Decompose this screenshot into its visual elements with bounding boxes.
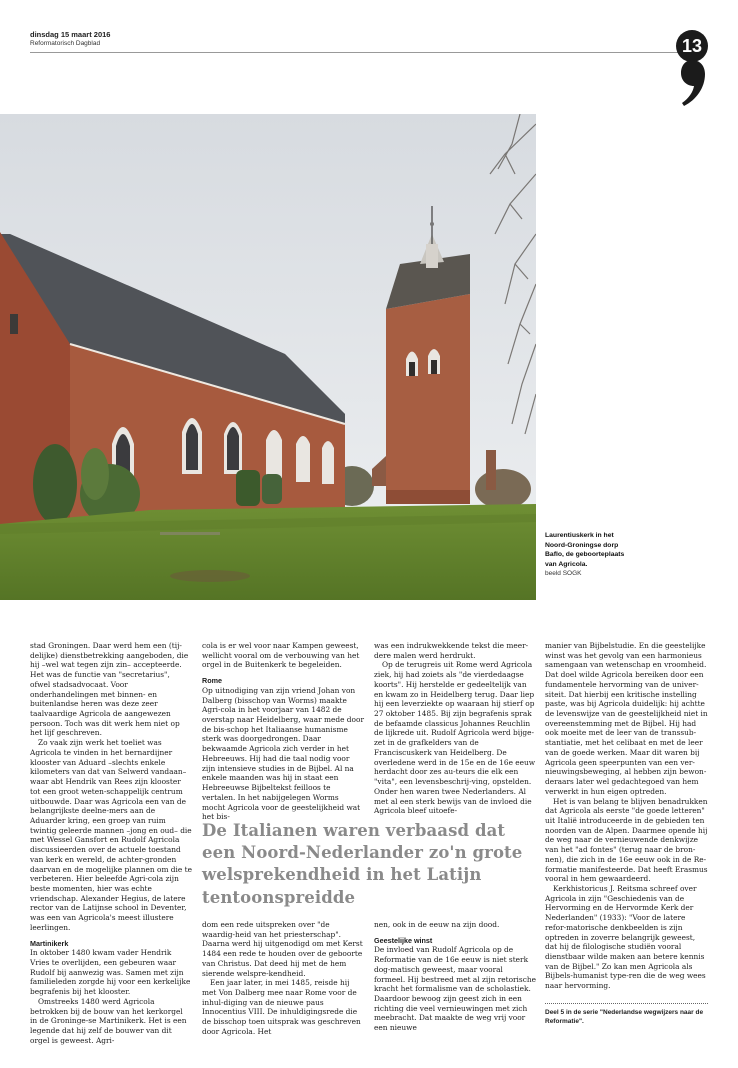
church-photo [0, 114, 536, 600]
pull-quote: De Italianen waren verbaasd dat een Noord-Nederlander zo'n grote welsprekendheid in het Latijn tentoonspreidde [202, 821, 523, 907]
article-column-3-continued [374, 920, 536, 1033]
paragraph: dom een rede uitspreken over "de waardig-heid van het priesterschap". Daarna werd hij uitgenodigd om met Kerst 1484 een rede te houden over de geboorte van Christus. Dat deed hij met de hem sierende welspre-kendheid. [202, 920, 363, 978]
subheading-martinikerk: Martinikerk [30, 938, 69, 948]
article-column-3 [374, 641, 536, 816]
article-column-4 [545, 641, 708, 991]
article-column-2 [202, 641, 364, 822]
paragraph: Het is van belang te blijven benadrukken dat Agricola als eerste "de goede letteren" uit Italië introduceerde in de gebieden ten noorden van de Alpen. Daarmee opende hij de weg naar de vernieuwende denkwijze van het "ad fontes" (terug naar de bron-nen), die zich in de 16e eeuw ook in de Re-formatie manifesteerde. Dat heeft Erasmus vooral in hem gewaardeerd. [545, 796, 708, 884]
subheading-geestelijke-winst: Geestelijke winst [374, 935, 433, 945]
page-number: 13 [676, 30, 708, 62]
article-column-2-continued [202, 920, 364, 1037]
paragraph: cola is er wel voor naar Kampen geweest, wellicht vooral om de verbouwing van het orgel in de Buitenkerk te begeleiden. [202, 641, 360, 670]
newspaper-name: Reformatorisch Dagblad [30, 40, 101, 47]
paragraph: nen, ook in de eeuw na zijn dood. [374, 920, 500, 929]
subheading-rome: Rome [202, 676, 222, 686]
series-note: Deel 5 in de serie "Nederlandse wegwijzers naar de Reformatie". [545, 1009, 704, 1025]
photo-caption [545, 531, 625, 579]
series-divider [545, 1003, 708, 1004]
paragraph: was een indrukwekkende tekst die meer-dere malen werd herdrukt. [374, 641, 529, 660]
paragraph: Op de terugreis uit Rome werd Agricola ziek, hij had zoiets als "de vierdedaagse koorts". Hij herstelde er gedeeltelijk van en kwam zo in Heidelberg terug. Daar liep hij een leverziekte op waaraan hij stierf op 27 oktober 1485. Bij zijn begrafenis sprak de befaamde classicus Johannes Reuchlin de lijkrede uit. Rudolf Agricola werd bijge-zet in de grafkelders van de Franciscuskerk van Heidelberg. De overledene werd in de 15e en de 16e eeuw herdacht door zes au-teurs die elk een "vita", een levensbeschrij-ving, opstelden. Onder hen waren twee Nederlanders. Al met al een sterk bewijs van de invloed die Agricola bleef uitoefe- [374, 660, 536, 816]
article-column-1 [30, 641, 192, 1045]
paragraph: In oktober 1480 kwam vader Hendrik Vries te overlijden, een gebeuren waar Rudolf bij aanwezig was. Samen met zijn familieleden zorgde hij voor een kerkelijke begrafenis bij het klooster. [30, 948, 191, 997]
paragraph: Kerkhistoricus J. Reitsma schreef over Agricola in zijn "Geschiedenis van de Hervorming en de Hervormde Kerk der Nederlanden" (1933): "Voor de latere refor-matorische denkbeelden is zijn optreden in zoverre belangrijk geweest, dat hij de filologische studiën vooral dienstbaar wilde maken aan betere kennis van de Bijbel." Zo kan men Agricola als Bijbels-humanist type-ren die de weg wees naar hervorming. [545, 883, 706, 991]
paragraph: Zo vaak zijn werk het toeliet was Agricola te vinden in het bernardijner klooster van Aduard –slechts enkele kilometers van dat van Selwerd vandaan– waar abt Hendrik van Rees zijn klooster tot een groot weten-schappelijk centrum uitbouwde. Daar was Agricola een van de belangrijkste deelne-mers aan de Aduarder kring, een groep van ruim twintig geleerde mannen –jong en oud– die met Wessel Gansfort en Rudolf Agricola discussieerden over de actuele toestand van kerk en wereld, de achter-gronden daarvan en de mogelijke plannen om die te verbeteren. Hier beleefde Agri-cola zijn beste momenten, hier was echte vriendschap. Alexander Hegius, de latere rector van de Latijnse school in Deventer, was een van Agricola's meest illustere leerlingen. [30, 738, 192, 932]
paragraph: Op uitnodiging van zijn vriend Johan von Dalberg (bisschop van Worms) maakte Agri-cola in het voorjaar van 1482 de overstap naar Heidelberg, waar mede door de bis-schop het Italiaanse humanisme sterk was doorgedrongen. Daar bekwaamde Agricola zich verder in het Hebreeuws. Hij had die taal nodig voor zijn intensieve studies in de Bijbel. Al na enkele maanden was hij in staat een Hebreeuwse Bijbeltekst feilloos te vertalen. In het nabijgelegen Worms mocht Agricola voor de geestelijkheid wat het bis- [202, 685, 364, 822]
paragraph: Omstreeks 1480 werd Agricola betrokken bij de bouw van het kerkorgel in de Groninge-se Martinikerk. Het is een legende dat hij zelf de bouwer van dit orgel is geweest. Agri- [30, 996, 187, 1045]
paragraph: De invloed van Rudolf Agricola op de Reformatie van de 16e eeuw is niet sterk dog-matisch geweest, maar vooral formeel. Hij bestreed met al zijn retorische kracht het formalisme van de scholastiek. Daardoor bewoog zijn geest zich in een richting die veel vernieuwingen met zich meebracht. Dat maakte de weg vrij voor een nieuwe [374, 945, 536, 1033]
caption-text: Laurentiuskerk in het Noord-Groningse dorp Baflo, de geboorteplaats van Agricola. [545, 532, 625, 568]
photo-credit: beeld SOGK [545, 570, 582, 578]
comma-logo-icon [676, 58, 708, 108]
masthead-divider [30, 52, 678, 53]
paragraph: Een jaar later, in mei 1485, reisde hij met Von Dalberg mee naar Rome voor de inhul-diging van de nieuwe paus Innocentius VIII. De inhuldigingsrede die de bisschop toen uitsprak was geschreven door Agricola. Het [202, 978, 361, 1036]
paragraph: manier van Bijbelstudie. En die geestelijke winst was het gevolg van een harmonieus samengaan van wetenschap en vroomheid. Dat doel wilde Agricola bereiken door een fundamentele hervorming van de univer-siteit. Dat hierbij een kritische instelling paste, was bij Agricola duidelijk: hij achtte de levenswijze van de geestelijkheid niet in overeenstemming met de Bijbel. Hij had ook moeite met de leer van de transsub-stantiatie, met het celibaat en met de leer van de goede werken. Maar dit waren bij Agricola geen speerpunten van een ver-nieuwingsbeweging, al hebben zijn bewon-deraars later wel gedachtegoed van hem verwerkt in hun eigen optreden. [545, 641, 708, 796]
issue-date: dinsdag 15 maart 2016 [30, 30, 111, 39]
masthead [30, 30, 670, 48]
paragraph: stad Groningen. Daar werd hem een (tij-delijke) dienstbetrekking aangeboden, die hij –wel wat tegen zijn zin– accepteerde. Het was de functie van "secretarius", ofwel stadsadvocaat. Voor onderhandelingen met binnen- en buitenlandse heren was deze zeer taalvaardige Agricola de aangewezen persoon. Toch was dit werk hem niet op het lijf geschreven. [30, 641, 189, 738]
